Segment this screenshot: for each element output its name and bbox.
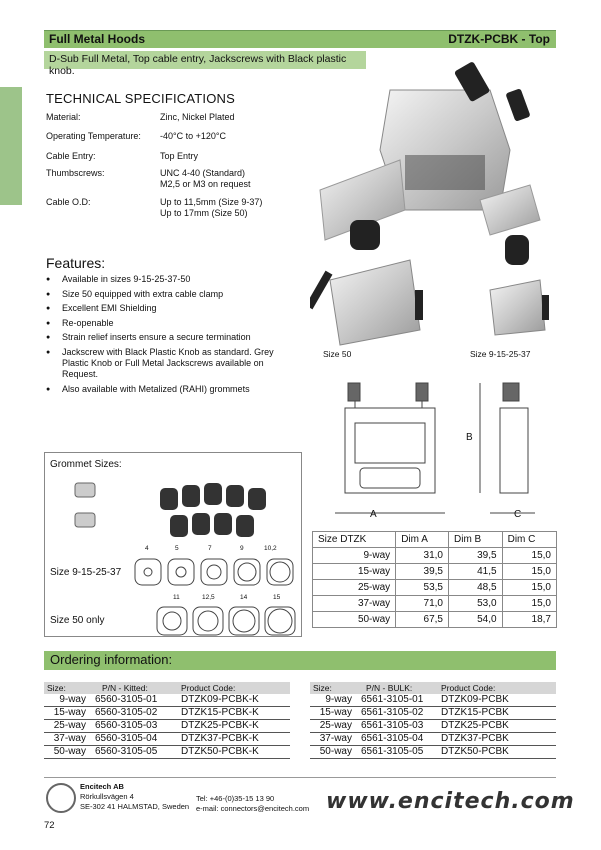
table-row xyxy=(313,612,557,628)
col-header: Product Code: xyxy=(178,682,290,694)
cell: 6560-3105-03 xyxy=(92,720,178,733)
grommet-dim: 11 xyxy=(173,594,180,601)
street: Rörkullsvägen 4 xyxy=(80,792,134,801)
grommet-dim: 10,2 xyxy=(264,545,277,552)
email[interactable]: e-mail: connectors@encitech.com xyxy=(196,804,310,813)
cell: 15-way xyxy=(310,707,358,720)
company-address xyxy=(80,782,189,812)
col-header: Dim C xyxy=(502,532,556,548)
subtitle: D-Sub Full Metal, Top cable entry, Jackscrews with Black plastic knob. xyxy=(44,51,366,69)
col-header: Dim B xyxy=(449,532,503,548)
cell: 37-way xyxy=(313,596,396,612)
cell: 6561-3105-01 xyxy=(358,694,438,707)
col-header: Size: xyxy=(310,682,358,694)
cell: 15,0 xyxy=(502,548,556,564)
cell: 48,5 xyxy=(449,580,503,596)
kitted-table xyxy=(44,682,290,759)
cell: 53,5 xyxy=(396,580,449,596)
company-name: Encitech AB xyxy=(80,782,124,791)
cell: 9-way xyxy=(44,694,92,707)
grommet-row2-dims xyxy=(170,594,300,599)
grommet-dim: 15 xyxy=(273,594,281,601)
table-row xyxy=(310,720,556,733)
cell: 6560-3105-04 xyxy=(92,733,178,746)
cell: 6561-3105-02 xyxy=(358,707,438,720)
cell: DTZK25-PCBK-K xyxy=(178,720,290,733)
grommet-dim: 7 xyxy=(208,545,212,552)
cell: 25-way xyxy=(44,720,92,733)
table-row xyxy=(44,733,290,746)
cell: 6561-3105-04 xyxy=(358,733,438,746)
col-header: Product Code: xyxy=(438,682,556,694)
city: SE-302 41 HALMSTAD, Sweden xyxy=(80,802,190,811)
cell: 50-way xyxy=(313,612,396,628)
cell: 9-way xyxy=(310,694,358,707)
feature-item: ● Also available with Metalized (RAHI) grommets xyxy=(46,384,291,395)
cell: 18,7 xyxy=(502,612,556,628)
table-row xyxy=(44,707,290,720)
spec-label: Operating Temperature: xyxy=(46,131,141,141)
company-contact xyxy=(196,794,309,814)
spec-label: Material: xyxy=(46,112,81,122)
grommet-row1-dims xyxy=(137,545,307,550)
cell: 6560-3105-01 xyxy=(92,694,178,707)
cell: 37-way xyxy=(44,733,92,746)
grommet-dim: 5 xyxy=(175,545,179,552)
grommet-dim: 14 xyxy=(240,594,248,601)
product-photos xyxy=(310,60,560,360)
cell: DTZK09-PCBK-K xyxy=(178,694,290,707)
cell: DTZK50-PCBK xyxy=(438,746,556,759)
cell: 39,5 xyxy=(396,564,449,580)
table-row xyxy=(44,746,290,759)
cell: 31,0 xyxy=(396,548,449,564)
cell: 6560-3105-05 xyxy=(92,746,178,759)
features-heading: Features: xyxy=(46,255,106,271)
cell: 67,5 xyxy=(396,612,449,628)
spec-value-2: Up to 17mm (Size 50) xyxy=(160,208,248,218)
col-header: Size: xyxy=(44,682,92,694)
cell: 71,0 xyxy=(396,596,449,612)
table-row xyxy=(313,596,557,612)
spec-value: Up to 11,5mm (Size 9-37) xyxy=(160,197,263,207)
feature-item: ● Excellent EMI Shielding xyxy=(46,303,291,314)
table-row xyxy=(310,707,556,720)
caption-size9: Size 9-15-25-37 xyxy=(470,349,531,359)
table-row xyxy=(313,580,557,596)
feature-item: ● Re-openable xyxy=(46,318,291,329)
feature-item: ● Available in sizes 9-15-25-37-50 xyxy=(46,274,291,285)
table-row xyxy=(310,746,556,759)
cell: DTZK37-PCBK-K xyxy=(178,733,290,746)
cell: DTZK37-PCBK xyxy=(438,733,556,746)
tech-heading: TECHNICAL SPECIFICATIONS xyxy=(46,91,235,106)
col-header: P/N - BULK: xyxy=(358,682,438,694)
cell: 9-way xyxy=(313,548,396,564)
grommet-row1-shapes xyxy=(133,557,298,589)
spec-value: Zinc, Nickel Plated xyxy=(160,112,235,122)
table-row xyxy=(310,694,556,707)
dim-b-label: B xyxy=(466,432,473,443)
cell: DTZK15-PCBK xyxy=(438,707,556,720)
cell: 54,0 xyxy=(449,612,503,628)
col-header: P/N - Kitted: xyxy=(92,682,178,694)
table-header xyxy=(313,532,557,548)
features-list xyxy=(46,274,291,398)
cell: 50-way xyxy=(44,746,92,759)
spec-value: Top Entry xyxy=(160,151,199,161)
side-view xyxy=(500,408,528,493)
dimension-drawing xyxy=(320,378,560,528)
hood-photo-size9 xyxy=(490,235,549,335)
cell: 15,0 xyxy=(502,596,556,612)
grommet-row1-label: Size 9-15-25-37 xyxy=(50,567,122,578)
cell: 6561-3105-03 xyxy=(358,720,438,733)
cell: 53,0 xyxy=(449,596,503,612)
spec-label: Cable O.D: xyxy=(46,197,91,207)
dim-a-label: A xyxy=(370,509,377,520)
cell: 37-way xyxy=(310,733,358,746)
table-header xyxy=(44,682,290,694)
spec-label: Cable Entry: xyxy=(46,151,96,161)
header-code: DTZK-PCBK - Top xyxy=(448,32,550,46)
dim-c-label: C xyxy=(514,509,522,520)
cell: 39,5 xyxy=(449,548,503,564)
feature-item: ● Size 50 equipped with extra cable clamp xyxy=(46,289,291,300)
spec-label: Thumbscrews: xyxy=(46,168,105,178)
spec-value-2: M2,5 or M3 on request xyxy=(160,179,251,189)
cell: 6560-3105-02 xyxy=(92,707,178,720)
bulk-table xyxy=(310,682,556,759)
grommet-dim: 4 xyxy=(145,545,149,552)
cell: 50-way xyxy=(310,746,358,759)
grommet-dim: 12,5 xyxy=(202,594,215,601)
spec-value: -40°C to +120°C xyxy=(160,131,226,141)
cell: 15,0 xyxy=(502,580,556,596)
table-header xyxy=(310,682,556,694)
cell: DTZK50-PCBK-K xyxy=(178,746,290,759)
cell: 25-way xyxy=(310,720,358,733)
grommet-title: Grommet Sizes: xyxy=(50,459,122,470)
phone: Tel: +46-(0)35-15 13 90 xyxy=(196,794,275,803)
page-header xyxy=(44,30,556,48)
grommet-row2-shapes xyxy=(155,605,300,637)
website-link[interactable]: www.encitech.com xyxy=(326,789,575,814)
grommet-photos xyxy=(70,473,295,543)
cell: DTZK15-PCBK-K xyxy=(178,707,290,720)
footer-divider xyxy=(44,777,556,778)
cell: 41,5 xyxy=(449,564,503,580)
col-header: Dim A xyxy=(396,532,449,548)
grommet-dim: 9 xyxy=(240,545,244,552)
cell: DTZK25-PCBK xyxy=(438,720,556,733)
spec-value: UNC 4-40 (Standard) xyxy=(160,168,246,178)
table-row xyxy=(310,733,556,746)
company-logo-icon xyxy=(46,783,76,813)
feature-item: ● Jackscrew with Black Plastic Knob as standard. Grey Plastic Knob or Full Metal Jackscrews available on Request. xyxy=(46,347,291,380)
cell: 25-way xyxy=(313,580,396,596)
feature-item: ● Strain relief inserts ensure a secure termination xyxy=(46,332,291,343)
col-header: Size DTZK xyxy=(313,532,396,548)
grommet-row2-label: Size 50 only xyxy=(50,615,105,626)
cell: 6561-3105-05 xyxy=(358,746,438,759)
caption-size50: Size 50 xyxy=(323,349,352,359)
front-view xyxy=(345,408,435,493)
cell: 15-way xyxy=(44,707,92,720)
cell: DTZK09-PCBK xyxy=(438,694,556,707)
cell: 15-way xyxy=(313,564,396,580)
grommet-box xyxy=(44,452,302,637)
header-title: Full Metal Hoods xyxy=(49,32,145,46)
table-row xyxy=(44,720,290,733)
page-number: 72 xyxy=(44,820,55,831)
dimension-table xyxy=(312,531,557,628)
table-row xyxy=(44,694,290,707)
table-row xyxy=(313,548,557,564)
table-row xyxy=(313,564,557,580)
side-tab xyxy=(0,87,22,205)
ordering-heading: Ordering information: xyxy=(44,651,556,670)
cell: 15,0 xyxy=(502,564,556,580)
